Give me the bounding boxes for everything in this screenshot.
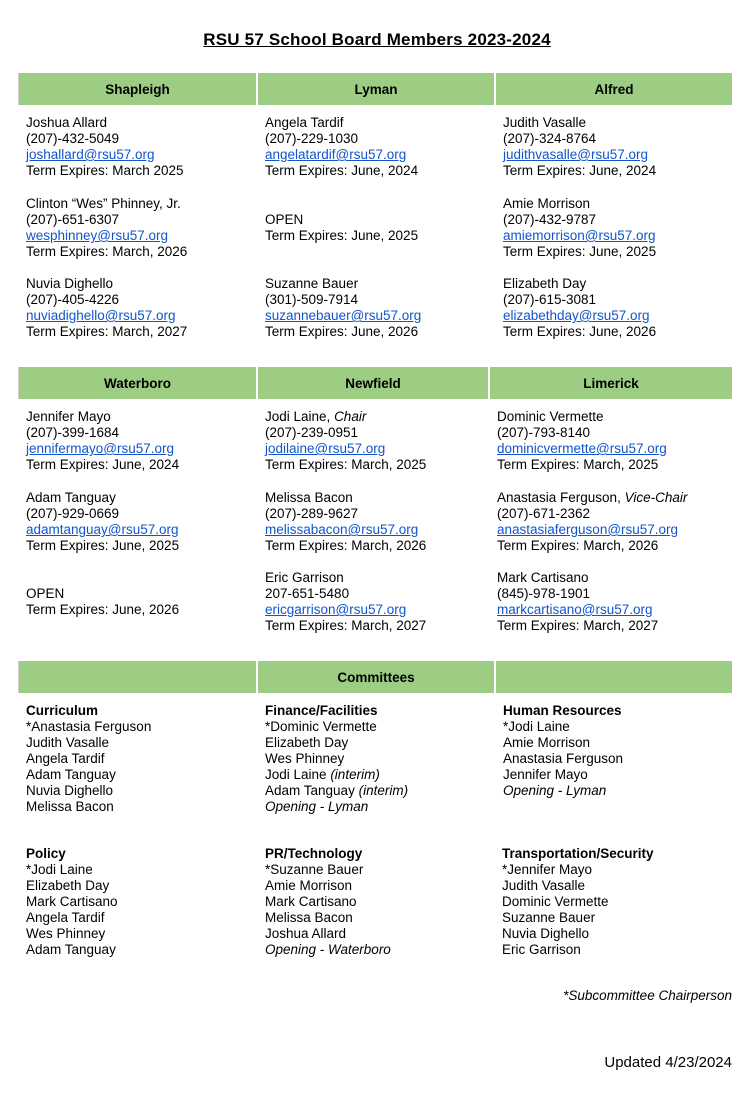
member-email-link[interactable]: melissabacon@rsu57.org [265, 522, 419, 537]
committee-opening: Opening - Waterboro [265, 942, 391, 957]
member-card [265, 570, 426, 634]
committee-title: Human Resources [503, 703, 622, 718]
committee-member: Amie Morrison [503, 735, 591, 750]
member-name: OPEN [26, 586, 65, 601]
committee-member: *Dominic Vermette [265, 719, 377, 734]
committee-member: Nuvia Dighello [26, 783, 114, 798]
member-phone: (207)-615-3081 [503, 292, 597, 307]
member-name: Angela Tardif [265, 115, 344, 130]
committee-member-note: (interim) [358, 783, 409, 798]
member-phone: (207)-399-1684 [26, 425, 120, 440]
member-phone: (207)-229-1030 [265, 131, 359, 146]
member-name: Suzanne Bauer [265, 276, 359, 291]
committee-title: Transportation/Security [502, 846, 654, 861]
member-card [26, 196, 187, 260]
committee-member: Amie Morrison [265, 878, 353, 893]
divider [18, 73, 19, 105]
town-header-shapleigh: Shapleigh [19, 73, 256, 105]
member-email-link[interactable]: adamtanguay@rsu57.org [26, 522, 179, 537]
member-term: Term Expires: June, 2025 [265, 228, 419, 243]
committee-member: Anastasia Ferguson [503, 751, 624, 766]
member-phone: (207)-324-8764 [503, 131, 597, 146]
member-card [497, 490, 687, 554]
member-role: Vice-Chair [624, 490, 688, 505]
committee-finance-facilities [265, 703, 408, 815]
committee-title: Policy [26, 846, 66, 861]
committee-member: Dominic Vermette [502, 894, 609, 909]
town-header-waterboro: Waterboro [19, 367, 256, 399]
committee-member: Jodi Laine [265, 767, 331, 782]
member-name: Joshua Allard [26, 115, 108, 130]
committee-member: Angela Tardif [26, 910, 105, 925]
member-phone: (207)-289-9627 [265, 506, 359, 521]
committees-header: Committees [258, 661, 494, 693]
member-phone: (845)-978-1901 [497, 586, 591, 601]
committee-opening: Opening - Lyman [265, 799, 369, 814]
member-phone: (301)-509-7914 [265, 292, 359, 307]
member-term: Term Expires: March, 2027 [497, 618, 659, 633]
committee-policy [26, 846, 118, 958]
member-term: Term Expires: June, 2024 [503, 163, 657, 178]
member-term: Term Expires: March 2025 [26, 163, 184, 178]
committee-title: Curriculum [26, 703, 99, 718]
member-email-link[interactable]: markcartisano@rsu57.org [497, 602, 653, 617]
member-email-link[interactable]: elizabethday@rsu57.org [503, 308, 650, 323]
member-name: Elizabeth Day [503, 276, 587, 291]
member-phone: (207)-929-0669 [26, 506, 120, 521]
member-card [26, 115, 184, 179]
member-card [265, 409, 426, 473]
member-phone: (207)-432-9787 [503, 212, 597, 227]
committee-member: Melissa Bacon [265, 910, 353, 925]
member-card [497, 570, 658, 634]
member-term: Term Expires: June, 2026 [26, 602, 180, 617]
member-phone: (207)-405-4226 [26, 292, 120, 307]
member-name: Anastasia Ferguson, [497, 490, 625, 505]
member-term: Term Expires: March, 2025 [265, 457, 427, 472]
divider [18, 661, 19, 693]
member-email-link[interactable]: suzannebauer@rsu57.org [265, 308, 422, 323]
committee-member: Elizabeth Day [26, 878, 110, 893]
committee-member: *Jodi Laine [26, 862, 93, 877]
committee-pr-technology [265, 846, 391, 958]
member-name: Adam Tanguay [26, 490, 116, 505]
member-term: Term Expires: June, 2024 [265, 163, 419, 178]
committees-header-left [19, 661, 256, 693]
member-name: Jodi Laine, [265, 409, 335, 424]
updated-date: Updated 4/23/2024 [604, 1054, 732, 1071]
committee-opening: Opening - Lyman [503, 783, 607, 798]
committee-member: Eric Garrison [502, 942, 581, 957]
member-name: Eric Garrison [265, 570, 344, 585]
member-card [265, 276, 421, 340]
member-term: Term Expires: March, 2025 [497, 457, 659, 472]
committee-member: Wes Phinney [26, 926, 106, 941]
member-name: Dominic Vermette [497, 409, 604, 424]
divider [18, 367, 19, 399]
committee-member: Adam Tanguay [26, 942, 116, 957]
committee-member: Angela Tardif [26, 751, 105, 766]
member-name: Mark Cartisano [497, 570, 589, 585]
committee-member: Suzanne Bauer [502, 910, 596, 925]
member-email-link[interactable]: joshallard@rsu57.org [26, 147, 155, 162]
committee-member: Adam Tanguay [265, 783, 359, 798]
footnote: *Subcommittee Chairperson [563, 988, 732, 1003]
member-email-link[interactable]: anastasiaferguson@rsu57.org [497, 522, 679, 537]
member-name: Melissa Bacon [265, 490, 353, 505]
member-phone: 207-651-5480 [265, 586, 350, 601]
member-email-link[interactable]: angelatardif@rsu57.org [265, 147, 407, 162]
page-title: RSU 57 School Board Members 2023-2024 [203, 30, 551, 49]
member-term: Term Expires: June, 2026 [265, 324, 419, 339]
member-phone: (207)-793-8140 [497, 425, 591, 440]
member-term: Term Expires: March, 2026 [26, 244, 188, 259]
committee-member: Melissa Bacon [26, 799, 114, 814]
member-term: Term Expires: March, 2027 [26, 324, 188, 339]
member-email-link[interactable]: judithvasalle@rsu57.org [503, 147, 649, 162]
committee-transportation-security [502, 846, 654, 958]
committee-title: Finance/Facilities [265, 703, 378, 718]
committee-member: Nuvia Dighello [502, 926, 590, 941]
member-term: Term Expires: March, 2026 [497, 538, 659, 553]
member-email-link[interactable]: jennifermayo@rsu57.org [26, 441, 175, 456]
member-phone: (207)-432-5049 [26, 131, 120, 146]
committee-curriculum [26, 703, 151, 815]
town-header-alfred: Alfred [496, 73, 732, 105]
committee-title: PR/Technology [265, 846, 363, 861]
member-phone: (207)-651-6307 [26, 212, 120, 227]
member-term: Term Expires: June, 2025 [503, 244, 657, 259]
member-phone: (207)-239-0951 [265, 425, 359, 440]
committee-member: Elizabeth Day [265, 735, 349, 750]
committee-member: Mark Cartisano [265, 894, 357, 909]
member-card [265, 490, 426, 554]
member-card [503, 196, 656, 260]
member-term: Term Expires: June, 2024 [26, 457, 180, 472]
committee-human-resources [503, 703, 623, 799]
member-card-open [26, 586, 179, 618]
committee-member: Jennifer Mayo [503, 767, 588, 782]
town-header-lyman: Lyman [258, 73, 494, 105]
committee-member: Judith Vasalle [26, 735, 110, 750]
committee-member: *Suzanne Bauer [265, 862, 364, 877]
member-phone: (207)-671-2362 [497, 506, 591, 521]
member-name: Jennifer Mayo [26, 409, 111, 424]
committees-header-right [496, 661, 732, 693]
member-card [503, 115, 656, 179]
town-header-limerick: Limerick [490, 367, 732, 399]
member-name: Nuvia Dighello [26, 276, 114, 291]
committee-member: *Jodi Laine [503, 719, 570, 734]
member-card [26, 409, 179, 473]
committee-member: Wes Phinney [265, 751, 345, 766]
member-card [265, 115, 418, 179]
member-term: Term Expires: June, 2026 [503, 324, 657, 339]
member-card [26, 490, 179, 554]
member-email-link[interactable]: ericgarrison@rsu57.org [265, 602, 407, 617]
member-email-link[interactable]: dominicvermette@rsu57.org [497, 441, 667, 456]
member-email-link[interactable]: wesphinney@rsu57.org [26, 228, 169, 243]
member-email-link[interactable]: nuviadighello@rsu57.org [26, 308, 176, 323]
member-card-open [265, 212, 418, 244]
member-email-link[interactable]: amiemorrison@rsu57.org [503, 228, 656, 243]
committee-member: Joshua Allard [265, 926, 347, 941]
member-term: Term Expires: June, 2025 [26, 538, 180, 553]
member-card [503, 276, 656, 340]
member-name: Judith Vasalle [503, 115, 587, 130]
member-card [26, 276, 187, 340]
committee-member: Mark Cartisano [26, 894, 118, 909]
member-role: Chair [334, 409, 367, 424]
committee-member: *Anastasia Ferguson [26, 719, 152, 734]
committee-member: *Jennifer Mayo [502, 862, 593, 877]
committee-member-note: (interim) [330, 767, 380, 782]
member-term: Term Expires: March, 2027 [265, 618, 427, 633]
member-card [497, 409, 667, 473]
committee-member: Adam Tanguay [26, 767, 116, 782]
town-header-newfield: Newfield [258, 367, 488, 399]
member-name: OPEN [265, 212, 304, 227]
committee-member: Judith Vasalle [502, 878, 586, 893]
member-name: Amie Morrison [503, 196, 591, 211]
member-term: Term Expires: March, 2026 [265, 538, 427, 553]
member-email-link[interactable]: jodilaine@rsu57.org [265, 441, 386, 456]
member-name: Clinton “Wes” Phinney, Jr. [26, 196, 181, 211]
